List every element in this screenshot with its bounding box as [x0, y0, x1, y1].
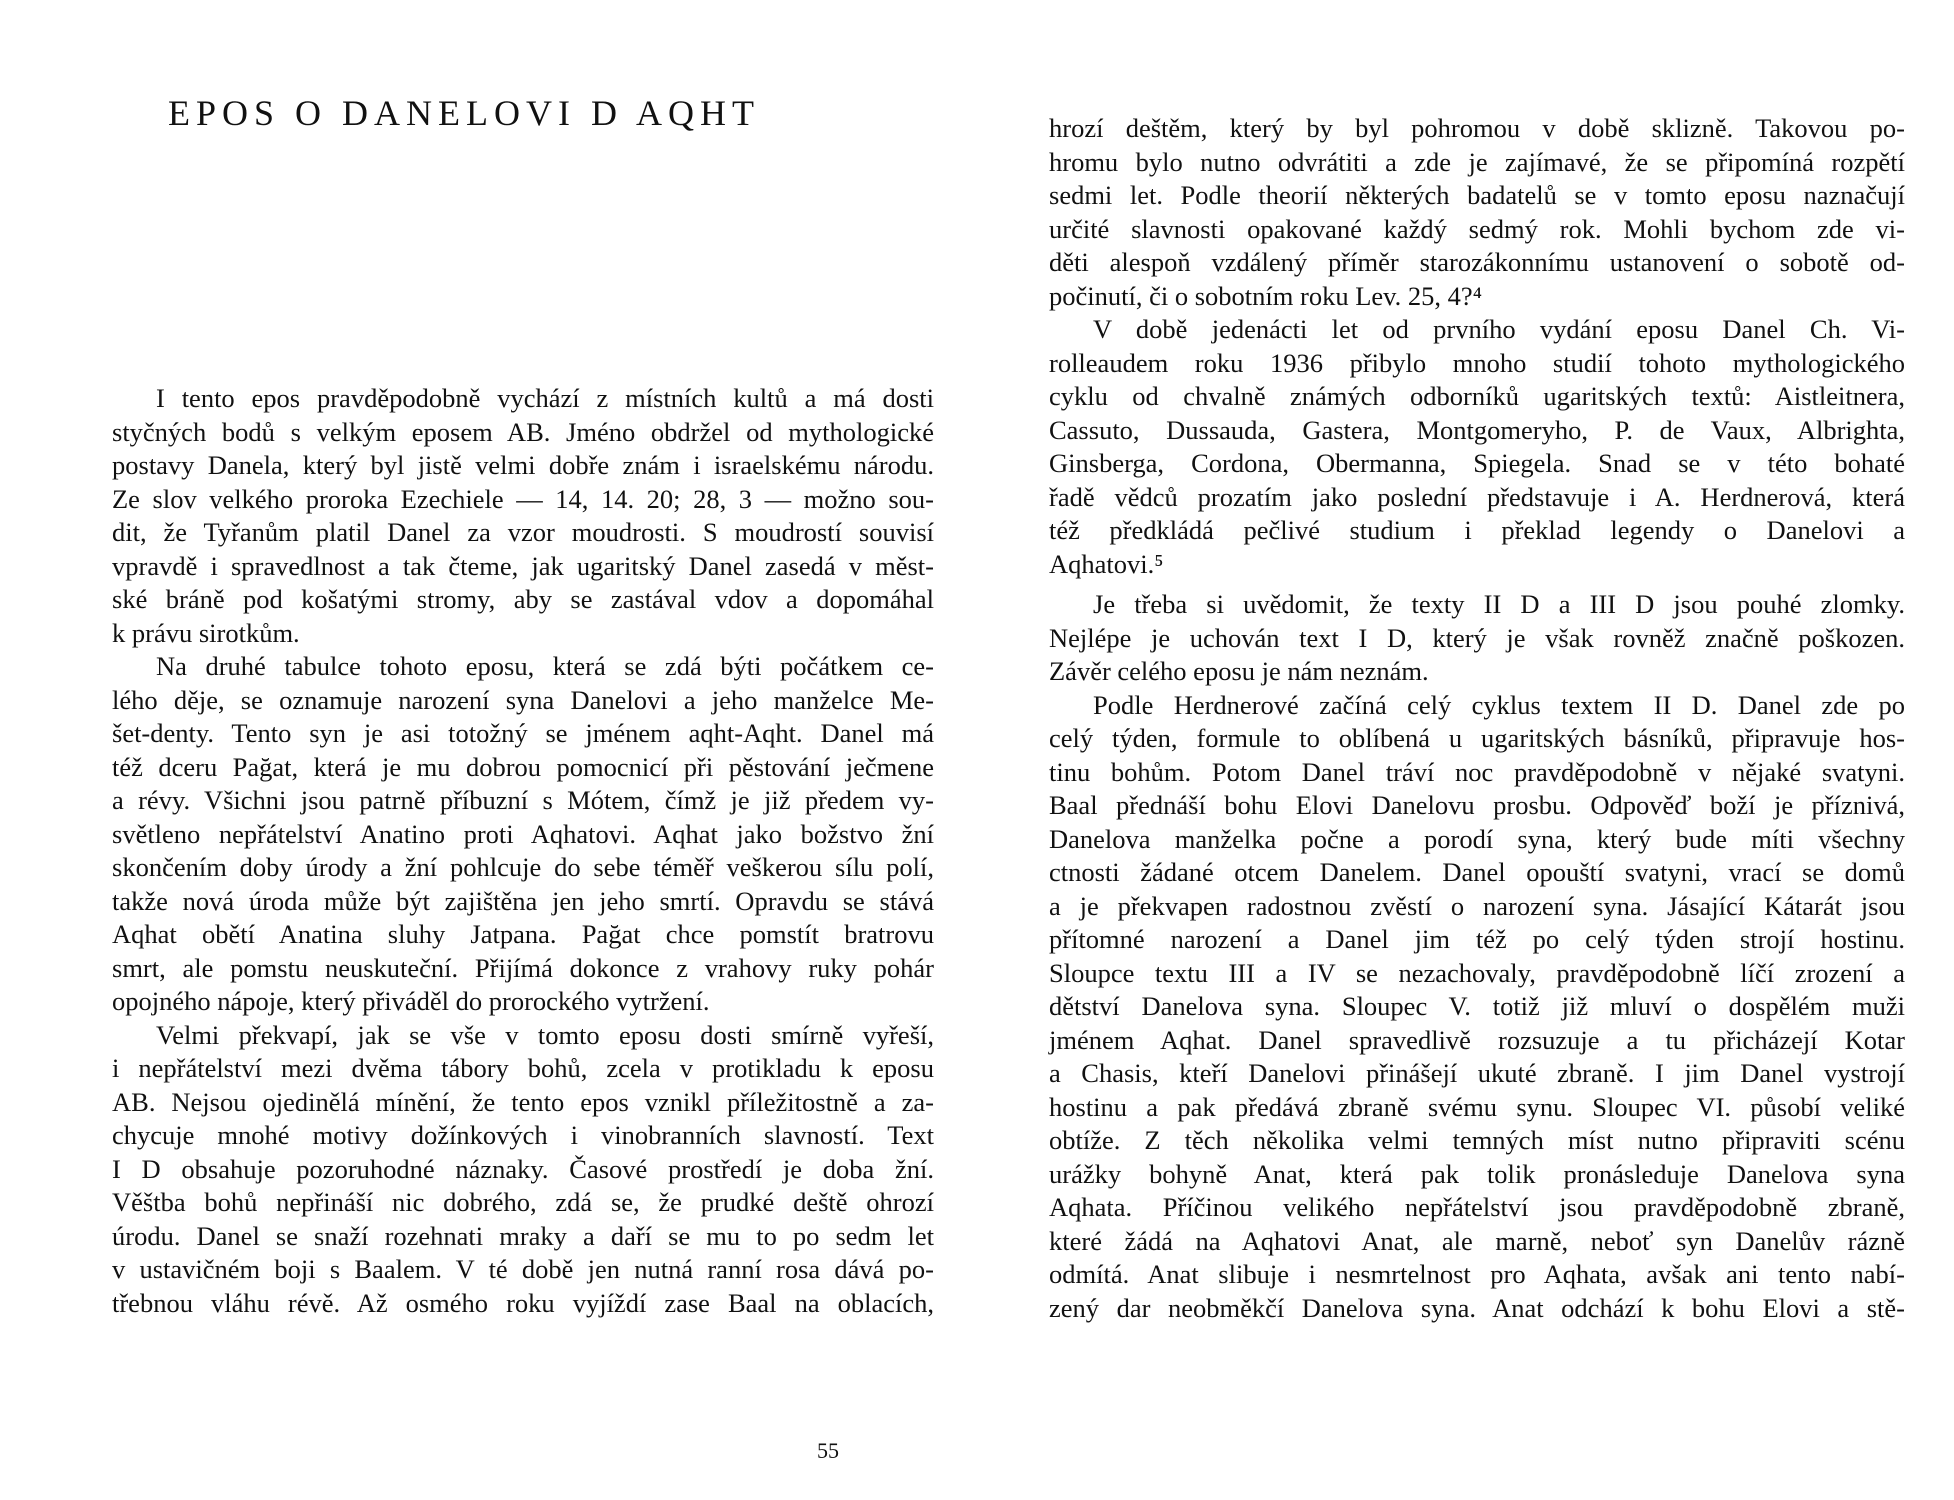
text-line: které žádá na Aqhatovi Anat, ale marně, neboť syn Danelův rázně	[1049, 1225, 1905, 1256]
text-line: určité slavnosti opakované každý sedmý rok. Mohli bychom zde vi-	[1049, 213, 1905, 244]
text-line: Velmi překvapí, jak se vše v tomto eposu dosti smírně vyřeší,	[156, 1019, 934, 1050]
text-line: cyklu od chvalně známých odborníků ugaritských textů: Aistleitnera,	[1049, 381, 1905, 411]
text-line: Věštba bohů nepřináší nic dobrého, zdá se, že prudké deště ohrozí	[112, 1187, 934, 1217]
text-line: třebnou vláhu révě. Až osmého roku vyjíždí zase Baal na oblacích,	[112, 1287, 934, 1318]
text-line: Aqhatovi.⁵	[1049, 548, 1164, 579]
text-line: a je překvapen radostnou zvěstí o narození syna. Jásající Kátarát jsou	[1049, 890, 1905, 921]
text-line: Aqhat obětí Anatina sluhy Jatpana. Pağat chce pomstít bratrovu	[112, 919, 934, 949]
text-line: hromu bylo nutno odvrátiti a zde je zajímavé, že se připomíná rozpětí	[1049, 146, 1905, 177]
text-line: opojného nápoje, který přiváděl do prorockého vytržení.	[112, 986, 710, 1016]
text-line: Ze slov velkého proroka Ezechiele — 14, 14. 20; 28, 3 — možno sou-	[112, 483, 934, 514]
text-line: jménem Aqhat. Danel spravedlivě rozsuzuje a tu přicházejí Kotar	[1049, 1024, 1905, 1055]
text-line: Cassuto, Dussauda, Gastera, Montgomeryho, P. de Vaux, Albrighta,	[1049, 414, 1905, 445]
text-line: smrt, ale pomstu neuskuteční. Přijímá dokonce z vrahovy ruky pohár	[112, 952, 934, 983]
text-line: zený dar neobměkčí Danelova syna. Anat odchází k bohu Elovi a stě-	[1049, 1292, 1905, 1323]
text-line: chycuje mnohé motivy dožínkových i vinobranních slavností. Text	[112, 1120, 934, 1150]
text-line: počinutí, či o sobotním roku Lev. 25, 4?⁴	[1049, 280, 1482, 311]
text-line: I D obsahuje pozoruhodné náznaky. Časové prostředí je doba žní.	[112, 1153, 934, 1184]
text-line: rolleaudem roku 1936 přibylo mnoho studií tohoto mythologického	[1049, 347, 1905, 378]
text-line: sedmi let. Podle theorií některých badatelů se v tomto eposu naznačují	[1049, 180, 1905, 210]
text-line: hostinu a pak předává zbraně svému synu. Sloupec VI. působí veliké	[1049, 1091, 1905, 1122]
text-line: v ustavičném boji s Baalem. V té době jen nutná ranní rosa dává po-	[112, 1254, 934, 1284]
text-line: Podle Herdnerové začíná celý cyklus textem II D. Danel zde po	[1093, 689, 1905, 720]
text-line: urážky bohyně Anat, která pak tolik pronásleduje Danelova syna	[1049, 1158, 1905, 1189]
chapter-title: EPOS O DANELOVI D AQHT	[168, 93, 760, 133]
text-line: a révy. Všichni jsou patrně příbuzní s Mótem, čímž je již předem vy-	[112, 785, 934, 815]
text-line: Nejlépe je uchován text I D, který je však rovněž značně poškozen.	[1049, 622, 1905, 653]
text-line: lého děje, se oznamuje narození syna Danelovi a jeho manželce Me-	[112, 684, 934, 715]
text-line: Závěr celého eposu je nám neznám.	[1049, 656, 1429, 686]
text-line: Danelova manželka počne a porodí syna, který bude míti všechny	[1049, 823, 1905, 854]
text-line: světleno nepřátelství Anatino proti Aqhatovi. Aqhat jako božstvo žní	[112, 818, 934, 849]
text-line: Ginsberga, Cordona, Obermanna, Spiegela. Snad se v této bohaté	[1049, 448, 1905, 478]
text-line: obtíže. Z těch několika velmi temných míst nutno připraviti scénu	[1049, 1125, 1905, 1155]
right-page	[977, 0, 1954, 1500]
text-line: i nepřátelství mezi dvěma tábory bohů, zcela v protikladu k eposu	[112, 1053, 934, 1083]
text-line: úrodu. Danel se snaží rozehnati mraky a daří se mu to po sedm let	[112, 1220, 934, 1251]
text-line: hrozí deštěm, který by byl pohromou v době sklizně. Takovou po-	[1049, 113, 1905, 143]
text-line: AB. Nejsou ojedinělá mínění, že tento epos vznikl příležitostně a za-	[112, 1086, 934, 1117]
right-page-body	[1049, 112, 1905, 1325]
text-line: Aqhata. Příčinou velikého nepřátelství jsou pravděpodobně zbraně,	[1049, 1192, 1905, 1222]
text-line: Na druhé tabulce tohoto eposu, která se zdá býti počátkem ce-	[156, 651, 934, 681]
text-line: odmítá. Anat slibuje i nesmrtelnost pro Aqhata, avšak ani tento nabí-	[1049, 1259, 1905, 1289]
text-line: řadě vědců prozatím jako poslední představuje i A. Herdnerová, která	[1049, 481, 1905, 512]
text-line: postavy Danela, který byl jistě velmi dobře znám i israelskému národu.	[112, 450, 934, 480]
text-line: též dceru Pağat, která je mu dobrou pomocnicí při pěstování ječmene	[112, 751, 934, 782]
text-line: též předkládá pečlivé studium i překlad legendy o Danelovi a	[1049, 515, 1905, 545]
text-line: takže nová úroda může být zajištěna jen jeho smrtí. Opravdu se stává	[112, 885, 934, 916]
text-line: celý týden, formule to oblíbená u ugaritských básníků, připravuje hos-	[1049, 723, 1905, 753]
text-line: Je třeba si uvědomit, že texty II D a III D jsou pouhé zlomky.	[1093, 589, 1905, 619]
text-line: ské bráně pod košatými stromy, aby se zastával vdov a dopomáhal	[112, 584, 934, 614]
left-page-body	[112, 382, 934, 1320]
text-line: a Chasis, kteří Danelovi přinášejí ukuté zbraně. I jim Danel vystrojí	[1049, 1058, 1905, 1088]
text-line: k právu sirotkům.	[112, 617, 300, 648]
page-number: 55	[817, 1438, 839, 1463]
text-line: V době jedenácti let od prvního vydání eposu Danel Ch. Vi-	[1093, 314, 1905, 344]
text-line: dit, že Tyřanům platil Danel za vzor moudrosti. S moudrostí souvisí	[112, 517, 934, 547]
text-line: styčných bodů s velkým eposem AB. Jméno obdržel od mythologické	[112, 416, 934, 447]
text-line: dětství Danelova syna. Sloupec V. totiž již mluví o dospělém muži	[1049, 991, 1905, 1021]
text-line: Sloupce textu III a IV se nezachovaly, pravděpodobně líčí zrození a	[1049, 957, 1905, 988]
text-line: Baal přednáší bohu Elovi Danelovu prosbu. Odpověď boží je příznivá,	[1049, 790, 1905, 820]
text-line: I tento epos pravděpodobně vychází z místních kultů a má dosti	[156, 383, 934, 413]
text-line: ctnosti žádané otcem Danelem. Danel opouští svatyni, vrací se domů	[1049, 857, 1905, 887]
text-line: vpravdě i spravedlnost a tak čteme, jak ugaritský Danel zasedá v měst-	[112, 550, 934, 581]
text-line: přítomné narození a Danel jim též po celý týden strojí hostinu.	[1049, 924, 1905, 954]
text-line: děti alespoň vzdálený příměr starozákonnímu ustanovení o sobotě od-	[1049, 247, 1905, 277]
text-line: tinu bohům. Potom Danel tráví noc pravděpodobně v nějaké svatyni.	[1049, 756, 1905, 787]
text-line: šet-denty. Tento syn je asi totožný se jménem aqht-Aqht. Danel má	[112, 718, 934, 748]
paragraph-gap	[1049, 581, 1905, 588]
text-line: skončením doby úrody a žní pohlcuje do sebe téměř veškerou sílu polí,	[112, 852, 934, 882]
